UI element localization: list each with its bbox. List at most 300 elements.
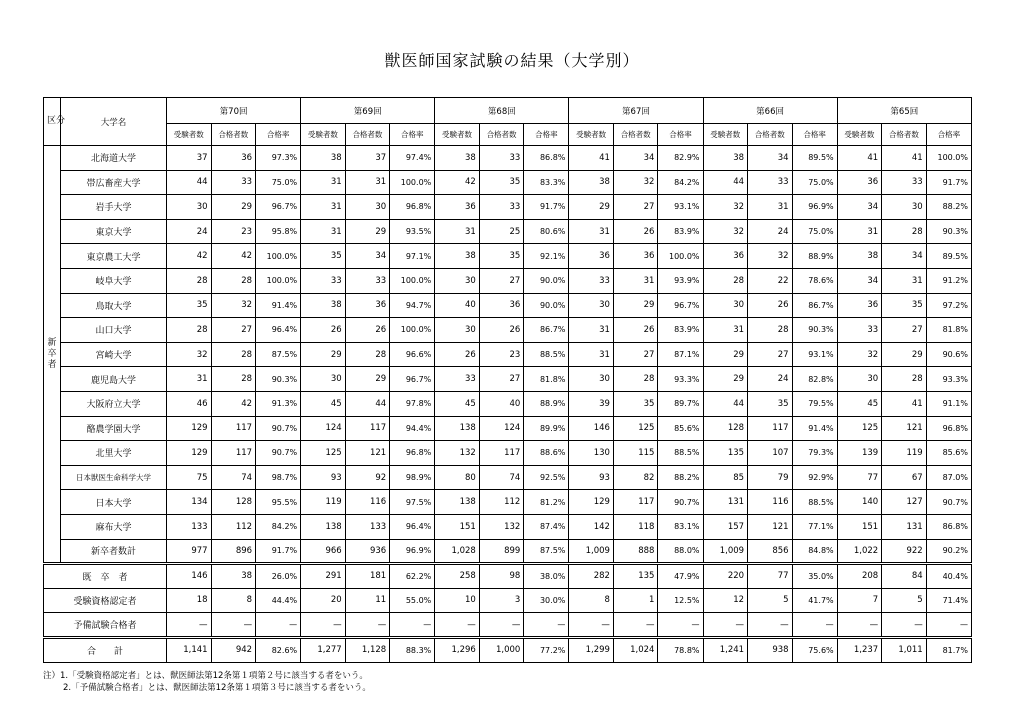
data-cell: 121	[345, 441, 390, 466]
data-cell: 181	[345, 564, 390, 589]
data-cell: 82	[613, 465, 658, 490]
data-cell: 888	[613, 539, 658, 564]
data-cell: 87.1%	[658, 342, 703, 367]
data-cell: 34	[748, 146, 793, 171]
data-cell: 85.6%	[926, 441, 971, 466]
data-cell: 41	[882, 146, 927, 171]
data-cell: 42	[211, 244, 256, 269]
summary-label: 受験資格認定者	[44, 588, 167, 613]
data-cell: 90.3%	[256, 367, 301, 392]
data-cell: 87.4%	[524, 514, 569, 539]
data-cell: 97.1%	[390, 244, 435, 269]
data-cell: 80.6%	[524, 219, 569, 244]
data-cell: 1,022	[837, 539, 882, 564]
data-cell: 93	[301, 465, 346, 490]
data-cell: 129	[569, 490, 614, 515]
table-row	[44, 244, 972, 269]
data-cell: 28	[882, 367, 927, 392]
data-cell: 26.0%	[256, 564, 301, 589]
data-cell: 31	[613, 268, 658, 293]
data-cell: 33	[837, 318, 882, 343]
data-cell: 258	[435, 564, 480, 589]
data-cell: 26	[345, 318, 390, 343]
data-cell: 29	[613, 293, 658, 318]
data-cell: 96.7%	[256, 195, 301, 220]
data-cell: 90.6%	[926, 342, 971, 367]
data-cell: 79	[748, 465, 793, 490]
data-cell: 936	[345, 539, 390, 564]
data-cell: 32	[613, 170, 658, 195]
data-cell: 88.0%	[658, 539, 703, 564]
data-cell: 41	[837, 146, 882, 171]
data-cell: 86.8%	[524, 146, 569, 171]
data-cell: 35	[748, 391, 793, 416]
data-cell: 82.8%	[792, 367, 837, 392]
data-cell: —	[524, 613, 569, 638]
data-cell: 97.3%	[256, 146, 301, 171]
data-cell: 42	[167, 244, 212, 269]
data-cell: 119	[882, 441, 927, 466]
data-cell: 28	[167, 318, 212, 343]
data-cell: 29	[703, 342, 748, 367]
data-cell: 81.8%	[926, 318, 971, 343]
data-cell: 157	[703, 514, 748, 539]
university-name: 岩手大学	[60, 195, 166, 220]
data-cell: 93.5%	[390, 219, 435, 244]
data-cell: 30	[301, 367, 346, 392]
data-cell: 40	[435, 293, 480, 318]
data-cell: 27	[613, 342, 658, 367]
data-cell: 922	[882, 539, 927, 564]
data-cell: 282	[569, 564, 614, 589]
data-cell: 35	[479, 244, 524, 269]
data-cell: —	[211, 613, 256, 638]
subheader-cell: 受験者数	[301, 124, 346, 146]
data-cell: 31	[882, 268, 927, 293]
data-cell: 1,141	[167, 637, 212, 662]
data-cell: 30	[837, 367, 882, 392]
section-label-char: 者	[47, 359, 57, 370]
data-cell: 36	[837, 170, 882, 195]
data-cell: 89.7%	[658, 391, 703, 416]
data-cell: 5	[748, 588, 793, 613]
data-cell: 93.1%	[658, 195, 703, 220]
data-cell: 91.7%	[256, 539, 301, 564]
data-cell: 32	[211, 293, 256, 318]
data-cell: 24	[748, 367, 793, 392]
subheader-cell: 合格者数	[345, 124, 390, 146]
data-cell: 112	[479, 490, 524, 515]
header-exam: 第69回	[301, 98, 435, 124]
data-cell: 131	[882, 514, 927, 539]
data-cell: 89.9%	[524, 416, 569, 441]
data-cell: 35	[167, 293, 212, 318]
data-cell: 25	[479, 219, 524, 244]
data-cell: 88.5%	[658, 441, 703, 466]
data-cell: 138	[301, 514, 346, 539]
data-cell: 151	[837, 514, 882, 539]
data-cell: 117	[211, 441, 256, 466]
data-cell: 92.9%	[792, 465, 837, 490]
header-university: 大学名	[60, 98, 166, 146]
data-cell: 45	[837, 391, 882, 416]
data-cell: 131	[703, 490, 748, 515]
data-cell: 74	[211, 465, 256, 490]
data-cell: 88.9%	[792, 244, 837, 269]
data-cell: 27	[479, 367, 524, 392]
data-cell: 5	[882, 588, 927, 613]
data-cell: 55.0%	[390, 588, 435, 613]
data-cell: 112	[211, 514, 256, 539]
data-cell: 91.7%	[524, 195, 569, 220]
data-cell: 38	[301, 293, 346, 318]
summary-row	[44, 564, 972, 589]
data-cell: 38.0%	[524, 564, 569, 589]
page-title: 獣医師国家試験の結果（大学別）	[384, 51, 640, 70]
data-cell: 83.9%	[658, 219, 703, 244]
data-cell: 28	[703, 268, 748, 293]
data-cell: 91.3%	[256, 391, 301, 416]
data-cell: 79.3%	[792, 441, 837, 466]
data-cell: 1,299	[569, 637, 614, 662]
data-cell: 84.2%	[256, 514, 301, 539]
data-cell: 88.3%	[390, 637, 435, 662]
data-cell: 45	[435, 391, 480, 416]
data-cell: 96.8%	[390, 441, 435, 466]
summary-row	[44, 613, 972, 638]
data-cell: 33	[435, 367, 480, 392]
grand-total-row	[44, 637, 972, 662]
data-cell: 27	[211, 318, 256, 343]
data-cell: 899	[479, 539, 524, 564]
data-cell: 28	[345, 342, 390, 367]
table-row	[44, 367, 972, 392]
data-cell: 95.5%	[256, 490, 301, 515]
data-cell: 33	[748, 170, 793, 195]
data-cell: 97.8%	[390, 391, 435, 416]
data-cell: 30	[882, 195, 927, 220]
data-cell: 10	[435, 588, 480, 613]
data-cell: 31	[703, 318, 748, 343]
data-cell: 26	[748, 293, 793, 318]
data-cell: 33	[882, 170, 927, 195]
data-cell: 32	[167, 342, 212, 367]
subheader-cell: 受験者数	[703, 124, 748, 146]
data-cell: 36	[837, 293, 882, 318]
data-cell: 40	[479, 391, 524, 416]
university-name: 麻布大学	[60, 514, 166, 539]
university-name: 山口大学	[60, 318, 166, 343]
section-label-char: 卒	[47, 348, 57, 359]
data-cell: 1,009	[703, 539, 748, 564]
data-cell: 1,000	[479, 637, 524, 662]
data-cell: 87.5%	[524, 539, 569, 564]
data-cell: 129	[167, 441, 212, 466]
data-cell: 117	[613, 490, 658, 515]
subheader-cell: 受験者数	[435, 124, 480, 146]
data-cell: 291	[301, 564, 346, 589]
data-cell: 128	[211, 490, 256, 515]
data-cell: 966	[301, 539, 346, 564]
data-cell: 31	[301, 170, 346, 195]
data-cell: 38	[211, 564, 256, 589]
data-cell: 44	[703, 391, 748, 416]
data-cell: —	[748, 613, 793, 638]
header-exam: 第68回	[435, 98, 569, 124]
university-name: 北海道大学	[60, 146, 166, 171]
data-cell: 93.9%	[658, 268, 703, 293]
subheader-cell: 受験者数	[167, 124, 212, 146]
data-cell: 29	[703, 367, 748, 392]
data-cell: 96.8%	[390, 195, 435, 220]
data-cell: 75.0%	[792, 170, 837, 195]
data-cell: 35	[301, 244, 346, 269]
data-cell: 32	[703, 219, 748, 244]
data-cell: —	[837, 613, 882, 638]
data-cell: 81.8%	[524, 367, 569, 392]
data-cell: 146	[569, 416, 614, 441]
data-cell: 34	[345, 244, 390, 269]
table-row	[44, 391, 972, 416]
data-cell: —	[926, 613, 971, 638]
data-cell: 89.5%	[792, 146, 837, 171]
data-cell: 11	[345, 588, 390, 613]
data-cell: 91.1%	[926, 391, 971, 416]
data-cell: 91.4%	[792, 416, 837, 441]
data-cell: 135	[613, 564, 658, 589]
data-cell: —	[167, 613, 212, 638]
data-cell: 135	[703, 441, 748, 466]
data-cell: 124	[301, 416, 346, 441]
data-cell: 98.7%	[256, 465, 301, 490]
results-table	[43, 97, 972, 663]
data-cell: 31	[435, 219, 480, 244]
data-cell: 220	[703, 564, 748, 589]
data-cell: 86.7%	[524, 318, 569, 343]
data-cell: 942	[211, 637, 256, 662]
data-cell: —	[703, 613, 748, 638]
data-cell: 27	[748, 342, 793, 367]
subheader-cell: 合格率	[926, 124, 971, 146]
data-cell: 36	[211, 146, 256, 171]
table-row	[44, 441, 972, 466]
table-row	[44, 514, 972, 539]
data-cell: 97.5%	[390, 490, 435, 515]
data-cell: 117	[345, 416, 390, 441]
data-cell: 38	[703, 146, 748, 171]
subheader-cell: 合格率	[524, 124, 569, 146]
data-cell: 75.0%	[792, 219, 837, 244]
data-cell: 132	[435, 441, 480, 466]
data-cell: 138	[435, 490, 480, 515]
table-row	[44, 342, 972, 367]
data-cell: 1,024	[613, 637, 658, 662]
data-cell: 75.0%	[256, 170, 301, 195]
data-cell: 44.4%	[256, 588, 301, 613]
data-cell: 88.9%	[524, 391, 569, 416]
data-cell: 86.8%	[926, 514, 971, 539]
data-cell: 75.6%	[792, 637, 837, 662]
header-exam: 第65回	[837, 98, 971, 124]
data-cell: 100.0%	[658, 244, 703, 269]
data-cell: 1,296	[435, 637, 480, 662]
data-cell: 87.5%	[256, 342, 301, 367]
university-name: 帯広畜産大学	[60, 170, 166, 195]
data-cell: 93	[569, 465, 614, 490]
data-cell: 91.7%	[926, 170, 971, 195]
data-cell: 93.3%	[926, 367, 971, 392]
data-cell: 118	[613, 514, 658, 539]
data-cell: 36	[703, 244, 748, 269]
data-cell: 100.0%	[390, 268, 435, 293]
table-row	[44, 268, 972, 293]
data-cell: 34	[613, 146, 658, 171]
data-cell: 96.7%	[658, 293, 703, 318]
data-cell: —	[345, 613, 390, 638]
data-cell: 1	[613, 588, 658, 613]
data-cell: 125	[837, 416, 882, 441]
data-cell: 90.7%	[256, 416, 301, 441]
data-cell: 107	[748, 441, 793, 466]
university-name: 北里大学	[60, 441, 166, 466]
data-cell: 75	[167, 465, 212, 490]
data-cell: 96.4%	[390, 514, 435, 539]
data-cell: 29	[345, 219, 390, 244]
data-cell: 151	[435, 514, 480, 539]
data-cell: —	[569, 613, 614, 638]
data-cell: —	[613, 613, 658, 638]
data-cell: 8	[569, 588, 614, 613]
data-cell: 7	[837, 588, 882, 613]
data-cell: 33	[569, 268, 614, 293]
data-cell: 121	[882, 416, 927, 441]
data-cell: 116	[748, 490, 793, 515]
data-cell: 42	[435, 170, 480, 195]
university-name: 大阪府立大学	[60, 391, 166, 416]
data-cell: 96.9%	[390, 539, 435, 564]
data-cell: 977	[167, 539, 212, 564]
data-cell: 91.2%	[926, 268, 971, 293]
data-cell: 35	[479, 170, 524, 195]
data-cell: 79.5%	[792, 391, 837, 416]
data-cell: 94.4%	[390, 416, 435, 441]
subheader-cell: 合格率	[256, 124, 301, 146]
data-cell: 90.2%	[926, 539, 971, 564]
data-cell: 90.0%	[524, 268, 569, 293]
data-cell: 24	[748, 219, 793, 244]
data-cell: 36	[345, 293, 390, 318]
table-row	[44, 293, 972, 318]
data-cell: 78.8%	[658, 637, 703, 662]
data-cell: 38	[301, 146, 346, 171]
data-cell: 125	[301, 441, 346, 466]
data-cell: 133	[345, 514, 390, 539]
data-cell: 100.0%	[256, 244, 301, 269]
data-cell: 38	[837, 244, 882, 269]
subheader-cell: 受験者数	[569, 124, 614, 146]
data-cell: —	[658, 613, 703, 638]
subheader-cell: 合格率	[658, 124, 703, 146]
data-cell: 31	[301, 219, 346, 244]
subheader-cell: 合格者数	[211, 124, 256, 146]
data-cell: 96.4%	[256, 318, 301, 343]
data-cell: 36	[479, 293, 524, 318]
data-cell: 45	[301, 391, 346, 416]
data-cell: 100.0%	[256, 268, 301, 293]
data-cell: 36	[435, 195, 480, 220]
data-cell: 41	[882, 391, 927, 416]
new-grad-total-label: 新卒者数計	[60, 539, 166, 564]
data-cell: 35	[882, 293, 927, 318]
university-name: 鳥取大学	[60, 293, 166, 318]
data-cell: 90.7%	[256, 441, 301, 466]
data-cell: —	[882, 613, 927, 638]
university-name: 宮崎大学	[60, 342, 166, 367]
data-cell: —	[390, 613, 435, 638]
data-cell: 98	[479, 564, 524, 589]
note-1: 注）1.「受験資格認定者」とは、獣医師法第12条第１項第２号に該当する者をいう。	[43, 671, 368, 681]
subheader-row	[44, 124, 972, 146]
university-name: 酪農学園大学	[60, 416, 166, 441]
notes	[43, 670, 371, 694]
data-cell: —	[435, 613, 480, 638]
data-cell: 1,009	[569, 539, 614, 564]
data-cell: 84.2%	[658, 170, 703, 195]
data-cell: 28	[613, 367, 658, 392]
data-cell: 121	[748, 514, 793, 539]
data-cell: 88.5%	[792, 490, 837, 515]
data-cell: 117	[479, 441, 524, 466]
data-cell: 81.7%	[926, 637, 971, 662]
data-cell: 31	[569, 318, 614, 343]
data-cell: 96.9%	[792, 195, 837, 220]
data-cell: 97.4%	[390, 146, 435, 171]
data-cell: 41.7%	[792, 588, 837, 613]
data-cell: 95.8%	[256, 219, 301, 244]
section-label-char: 新	[47, 337, 57, 348]
data-cell: 44	[703, 170, 748, 195]
data-cell: 1,028	[435, 539, 480, 564]
data-cell: 27	[479, 268, 524, 293]
data-cell: 77	[837, 465, 882, 490]
data-cell: 42	[211, 391, 256, 416]
data-cell: 31	[748, 195, 793, 220]
data-cell: 78.6%	[792, 268, 837, 293]
data-cell: 71.4%	[926, 588, 971, 613]
data-cell: 82.6%	[256, 637, 301, 662]
data-cell: —	[792, 613, 837, 638]
university-name: 岐阜大学	[60, 268, 166, 293]
table-row	[44, 170, 972, 195]
header-exam: 第70回	[167, 98, 301, 124]
header-category: 区分	[44, 98, 61, 146]
data-cell: 31	[569, 342, 614, 367]
data-cell: 134	[167, 490, 212, 515]
data-cell: 93.1%	[792, 342, 837, 367]
data-cell: 140	[837, 490, 882, 515]
university-name: 鹿児島大学	[60, 367, 166, 392]
data-cell: 80	[435, 465, 480, 490]
data-cell: 77.2%	[524, 637, 569, 662]
data-cell: 132	[479, 514, 524, 539]
data-cell: 31	[569, 219, 614, 244]
data-cell: 92	[345, 465, 390, 490]
data-cell: 129	[167, 416, 212, 441]
data-cell: 208	[837, 564, 882, 589]
subheader-cell: 合格率	[390, 124, 435, 146]
data-cell: 46	[167, 391, 212, 416]
note-2: 2.「予備試験合格者」とは、獣医師法第12条第１項第３号に該当する者をいう。	[63, 683, 371, 693]
